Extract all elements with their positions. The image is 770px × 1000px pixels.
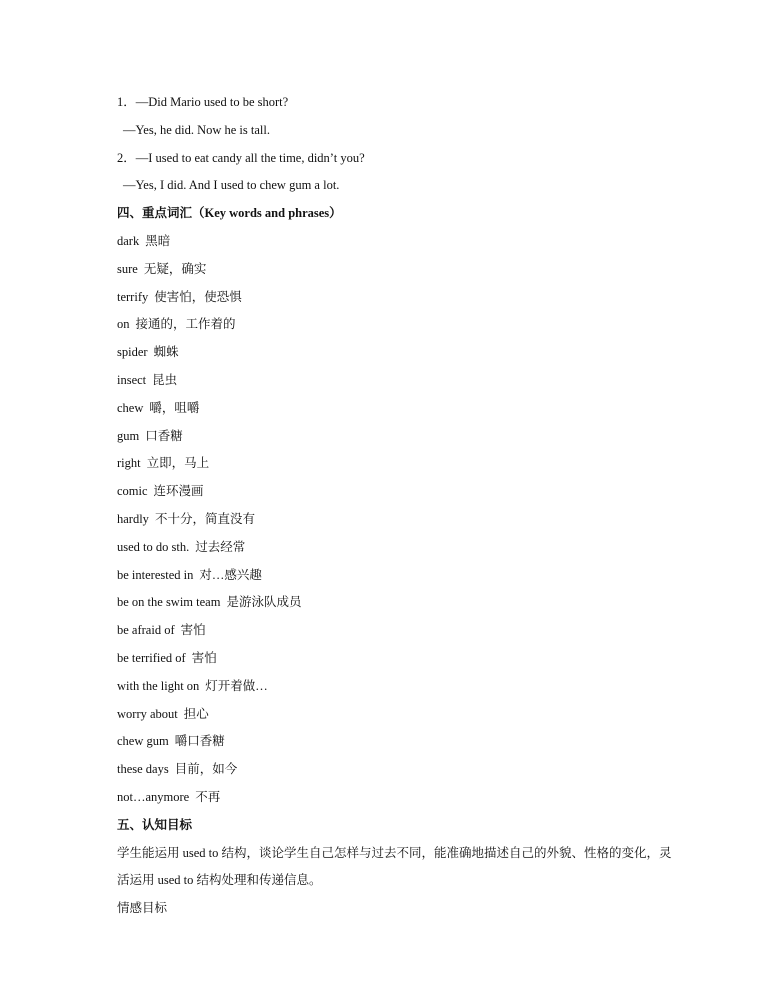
vocab-section-heading: 四、重点词汇（Key words and phrases） [117, 206, 342, 221]
vocab-term: these days [117, 762, 169, 777]
vocab-item [117, 534, 677, 562]
vocab-item [117, 701, 677, 729]
dialogue-2-answer: —Yes, I did. And I used to chew gum a lot. [123, 178, 340, 193]
vocab-term: with the light on [117, 678, 200, 693]
dialogue-question-text: —I used to eat candy all the time, didn’t you? [135, 150, 365, 165]
vocab-meaning: 目前，如今 [174, 762, 238, 777]
vocab-item [117, 784, 677, 812]
vocab-term: right [117, 456, 141, 471]
vocab-item [117, 228, 677, 256]
cognitive-paragraph: 学生能运用 used to 结构，谈论学生自己怎样与过去不同，能准确地描述自己的外貌、性格的变化，灵活运用 used to 结构处理和传递信息。 [117, 845, 672, 888]
vocab-item [117, 645, 677, 673]
vocab-item [117, 367, 677, 395]
vocab-item [117, 450, 677, 478]
vocab-term: dark [117, 233, 140, 248]
vocab-item [117, 562, 677, 590]
vocab-item [117, 311, 677, 339]
dialogue-question-text: —Did Mario used to be short? [135, 95, 289, 109]
vocab-list [117, 228, 677, 812]
vocab-term: spider [117, 345, 148, 360]
vocab-term: chew gum [117, 734, 169, 749]
vocab-meaning: 是游泳队成员 [226, 595, 302, 610]
vocab-meaning: 不十分，简直没有 [154, 511, 255, 526]
vocab-meaning: 灯开着做… [205, 678, 268, 693]
vocab-meaning: 使害怕，使恐惧 [154, 289, 242, 304]
vocab-meaning: 对…感兴趣 [199, 567, 262, 582]
vocab-meaning: 黑暗 [145, 233, 171, 248]
vocab-meaning: 过去经常 [195, 539, 246, 554]
vocab-term: not…anymore [117, 789, 190, 804]
dialogue-1-question [117, 89, 677, 117]
vocab-item [117, 506, 677, 534]
dialogue-number: 2． [117, 150, 136, 165]
vocab-meaning: 嚼，咀嚼 [149, 400, 200, 415]
dialogue-2-question [117, 145, 677, 173]
dialogue-number: 1． [117, 95, 136, 109]
vocab-meaning: 立即，马上 [146, 456, 210, 471]
vocab-meaning: 害怕 [180, 623, 206, 638]
vocab-item [117, 478, 677, 506]
vocab-term: insect [117, 372, 147, 387]
vocab-term: terrify [117, 289, 149, 304]
vocab-item [117, 339, 677, 367]
vocab-term: gum [117, 428, 140, 443]
vocab-item [117, 589, 677, 617]
vocab-term: chew [117, 400, 144, 415]
vocab-meaning: 蜘蛛 [153, 345, 179, 360]
vocab-item [117, 617, 677, 645]
vocab-item [117, 395, 677, 423]
vocab-term: comic [117, 484, 148, 499]
vocab-term: be terrified of [117, 650, 186, 665]
vocab-meaning: 害怕 [191, 650, 217, 665]
vocab-term: sure [117, 261, 138, 276]
vocab-item [117, 423, 677, 451]
vocab-term: worry about [117, 706, 178, 721]
vocab-term: on [117, 317, 130, 332]
vocab-meaning: 嚼口香糖 [174, 734, 225, 749]
vocab-item [117, 756, 677, 784]
cognitive-section-heading: 五、认知目标 [117, 817, 193, 832]
emotion-section-heading: 情感目标 [117, 901, 168, 916]
vocab-term: hardly [117, 511, 149, 526]
vocab-meaning: 连环漫画 [153, 484, 204, 499]
vocab-item [117, 673, 677, 701]
vocab-item [117, 284, 677, 312]
vocab-item [117, 728, 677, 756]
vocab-meaning: 担心 [183, 706, 209, 721]
document-body [117, 89, 677, 923]
vocab-term: be interested in [117, 567, 194, 582]
vocab-meaning: 口香糖 [145, 428, 183, 443]
vocab-term: be afraid of [117, 623, 175, 638]
dialogue-1-answer: —Yes, he did. Now he is tall. [123, 122, 270, 137]
vocab-meaning: 昆虫 [152, 372, 178, 387]
vocab-item [117, 256, 677, 284]
vocab-term: be on the swim team [117, 595, 221, 610]
vocab-term: used to do sth. [117, 539, 190, 554]
vocab-meaning: 不再 [195, 789, 221, 804]
vocab-meaning: 接通的，工作着的 [135, 317, 236, 332]
vocab-meaning: 无疑，确实 [143, 261, 207, 276]
